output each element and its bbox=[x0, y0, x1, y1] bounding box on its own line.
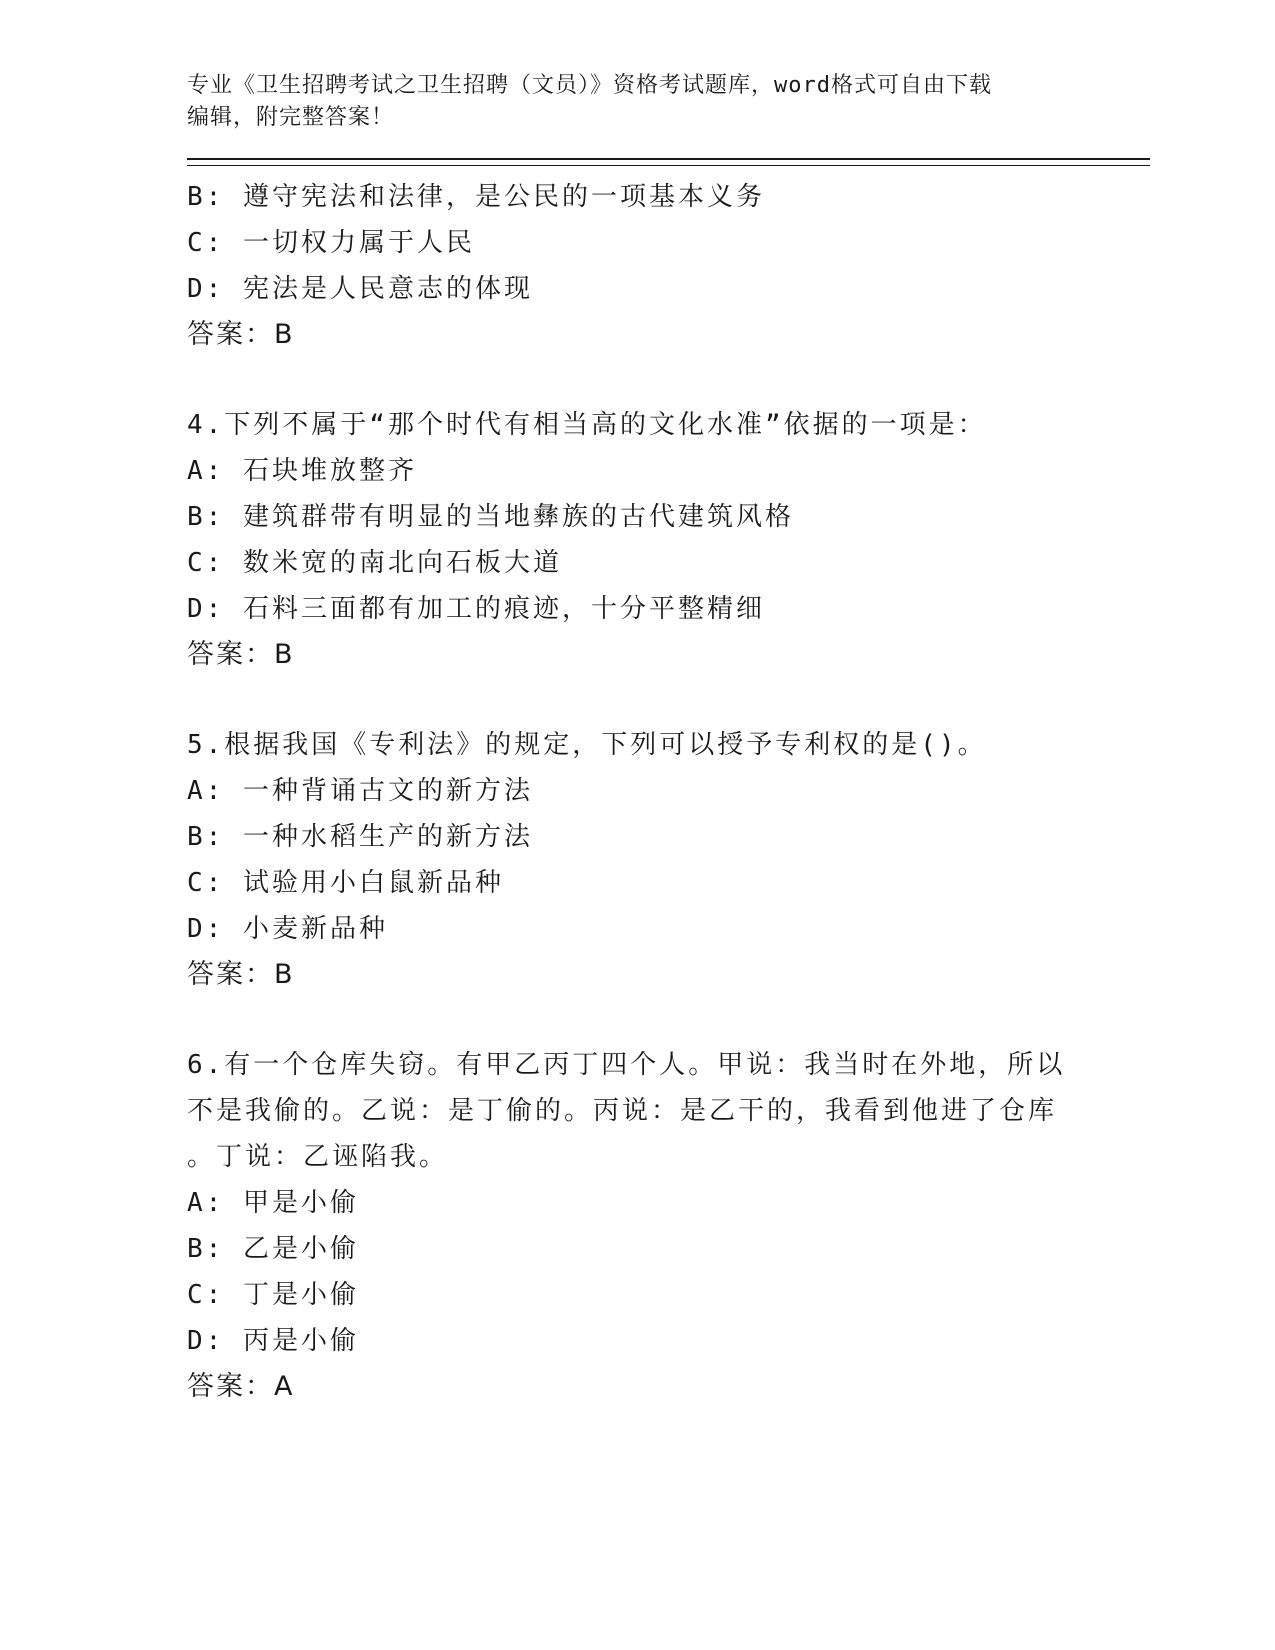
q3-option-b: B: 遵守宪法和法律，是公民的一项基本义务 bbox=[187, 182, 765, 212]
q4-option-a: A: 石块堆放整齐 bbox=[187, 456, 417, 486]
q5-option-a: A: 一种背诵古文的新方法 bbox=[187, 776, 533, 806]
q5-option-d: D: 小麦新品种 bbox=[187, 914, 388, 944]
q5-question: 5.根据我国《专利法》的规定，下列可以授予专利权的是()。 bbox=[187, 730, 987, 760]
question-4-block bbox=[187, 402, 1147, 678]
q6-answer: 答案：A bbox=[187, 1371, 295, 1402]
q6-option-a: A: 甲是小偷 bbox=[187, 1188, 359, 1218]
q4-answer: 答案：B bbox=[187, 639, 295, 670]
header-rule bbox=[187, 158, 1150, 166]
header-line-2: 编辑，附完整答案！ bbox=[187, 105, 395, 130]
q5-answer: 答案：B bbox=[187, 959, 295, 990]
question-6-block bbox=[187, 1042, 1147, 1410]
q3-answer: 答案：B bbox=[187, 319, 295, 350]
question-3-block bbox=[187, 174, 1147, 358]
q4-option-b: B: 建筑群带有明显的当地彝族的古代建筑风格 bbox=[187, 502, 794, 532]
q4-option-c: C: 数米宽的南北向石板大道 bbox=[187, 548, 562, 578]
q3-option-d: D: 宪法是人民意志的体现 bbox=[187, 274, 533, 304]
q4-question: 4.下列不属于“那个时代有相当高的文化水准”依据的一项是： bbox=[187, 410, 987, 440]
q5-option-b: B: 一种水稻生产的新方法 bbox=[187, 822, 533, 852]
q6-option-c: C: 丁是小偷 bbox=[187, 1280, 359, 1310]
document-page bbox=[187, 70, 1147, 1410]
question-5-block bbox=[187, 722, 1147, 998]
q3-option-c: C: 一切权力属于人民 bbox=[187, 228, 475, 258]
document-header bbox=[187, 70, 1147, 134]
q5-option-c: C: 试验用小白鼠新品种 bbox=[187, 868, 504, 898]
q4-option-d: D: 石料三面都有加工的痕迹，十分平整精细 bbox=[187, 594, 765, 624]
q6-question-line-1: 6.有一个仓库失窃。有甲乙丙丁四个人。甲说：我当时在外地，所以 bbox=[187, 1050, 1066, 1080]
header-line-1: 专业《卫生招聘考试之卫生招聘（文员）》资格考试题库，word格式可自由下载 bbox=[187, 73, 992, 98]
q6-option-d: D: 丙是小偷 bbox=[187, 1326, 359, 1356]
q6-question-line-2: 不是我偷的。乙说：是丁偷的。丙说：是乙干的，我看到他进了仓库 bbox=[187, 1096, 1058, 1126]
q6-option-b: B: 乙是小偷 bbox=[187, 1234, 359, 1264]
q6-question-line-3: 。丁说：乙诬陷我。 bbox=[187, 1142, 449, 1172]
